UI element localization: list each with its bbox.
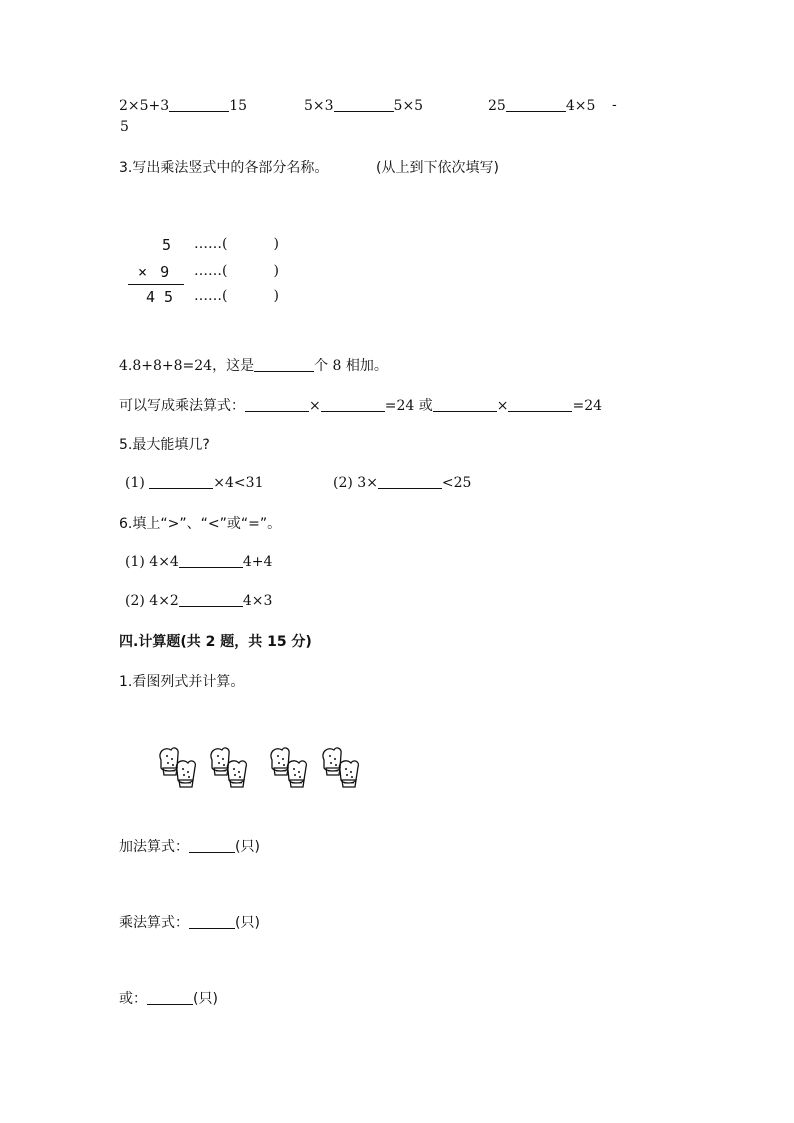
q3-title-text: 3.写出乘法竖式中的各部分名称。 [119, 160, 329, 176]
mitten-pair-icon [266, 742, 316, 794]
q5-item1-tail: ×4<31 [213, 475, 264, 491]
answer-blank-q5-2[interactable] [378, 474, 442, 489]
times-2: × [496, 398, 509, 414]
vertical-divider [128, 284, 184, 285]
compare-expr2 [304, 97, 423, 114]
multiplier: 9 [160, 263, 170, 281]
times-1: × [309, 398, 321, 414]
expr1-left: 2×5+3 [119, 98, 170, 114]
answer-blank-q4-d[interactable] [508, 397, 572, 412]
mitten-pair-icon [318, 742, 368, 794]
multiplicand: 5 [162, 236, 172, 254]
expr3-dash: - [612, 97, 617, 113]
answer-blank-q4-count[interactable] [254, 357, 314, 372]
section4-title: 四.计算题(共 2 题，共 15 分) [119, 634, 312, 650]
dots: …… [194, 263, 222, 279]
q4-line1-end: 个 8 相加。 [314, 358, 388, 374]
expr3-right: 4×5 [565, 98, 596, 114]
answer-blank-q5-1[interactable] [149, 474, 213, 489]
answer-blank-addition[interactable] [189, 838, 235, 853]
expr3-wrap: 5 [120, 119, 129, 135]
q5-title: 5.最大能填几? [119, 437, 210, 453]
q4-line2 [119, 395, 602, 415]
label-row-1 [194, 236, 279, 252]
expr2-right: 5×5 [393, 98, 424, 114]
vertical-row-1 [162, 236, 171, 254]
expr2-left: 5×3 [304, 98, 334, 114]
answer-slot-1[interactable] [242, 236, 282, 254]
label-row-2 [194, 263, 279, 279]
q5-item2-num: (2) 3× [333, 475, 378, 491]
vertical-row-3 [146, 288, 173, 306]
q6-item1 [125, 553, 272, 570]
answer-slot-2[interactable] [242, 263, 282, 281]
q6-title: 6.填上“>”、“<”或“=”。 [119, 516, 282, 532]
addition-label: 加法算式： [119, 839, 189, 855]
q3-title [119, 157, 328, 177]
expr3-left: 25 [488, 98, 506, 114]
q4-line1 [119, 355, 388, 375]
mitten-pair-icon [155, 742, 205, 794]
eq-end: =24 [572, 398, 603, 414]
answer-blank-2[interactable] [334, 97, 394, 112]
addition-answer-line [119, 836, 260, 856]
paren-close: ) [273, 236, 279, 252]
unit-label: (只) [193, 991, 218, 1007]
q3-hint: (从上到下依次填写) [376, 160, 499, 176]
q5-item1 [125, 474, 263, 491]
mitten-pair-icon [206, 742, 256, 794]
product: 4 5 [146, 288, 174, 306]
paren-open: ( [222, 288, 228, 304]
paren-close: ) [273, 263, 279, 279]
answer-blank-q6-2[interactable] [179, 592, 243, 607]
answer-blank-or[interactable] [147, 990, 193, 1005]
compare-line [119, 97, 247, 114]
paren-close: ) [273, 288, 279, 304]
multiplication-answer-line [119, 912, 260, 932]
compare-expr3 [488, 97, 595, 114]
q5-item1-num: (1) [125, 475, 145, 491]
vertical-row-2 [138, 263, 169, 281]
q6-item2 [125, 592, 272, 609]
s4-q1-title: 1.看图列式并计算。 [119, 674, 245, 690]
q6-item2-num: (2) 4×2 [125, 593, 179, 609]
answer-blank-3[interactable] [506, 97, 566, 112]
answer-blank-q4-c[interactable] [433, 397, 497, 412]
answer-blank-q6-1[interactable] [179, 553, 243, 568]
unit-label: (只) [235, 915, 260, 931]
q5-item2 [333, 474, 471, 491]
answer-slot-3[interactable] [242, 288, 282, 306]
paren-open: ( [222, 236, 228, 252]
expr1-right: 15 [229, 98, 248, 114]
or-label: 或： [119, 991, 147, 1007]
answer-blank-multiplication[interactable] [189, 914, 235, 929]
multiplication-label: 乘法算式： [119, 915, 189, 931]
times-sign: × [138, 263, 148, 281]
unit-label: (只) [235, 839, 260, 855]
q6-item2-tail: 4×3 [242, 593, 273, 609]
q5-item2-tail: <25 [441, 475, 472, 491]
dots: …… [194, 236, 222, 252]
q4-line2-label: 可以写成乘法算式： [119, 398, 245, 414]
or-answer-line [119, 988, 218, 1008]
label-row-3 [194, 288, 279, 304]
q4-line1-start: 4.8+8+8=24，这是 [119, 358, 255, 374]
paren-open: ( [222, 263, 228, 279]
answer-blank-1[interactable] [169, 97, 229, 112]
q6-item1-num: (1) 4×4 [125, 554, 179, 570]
answer-blank-q4-a[interactable] [245, 397, 309, 412]
q6-item1-tail: 4+4 [242, 554, 273, 570]
answer-blank-q4-b[interactable] [321, 397, 385, 412]
dots: …… [194, 288, 222, 304]
eq-or: =24 或 [384, 398, 433, 414]
